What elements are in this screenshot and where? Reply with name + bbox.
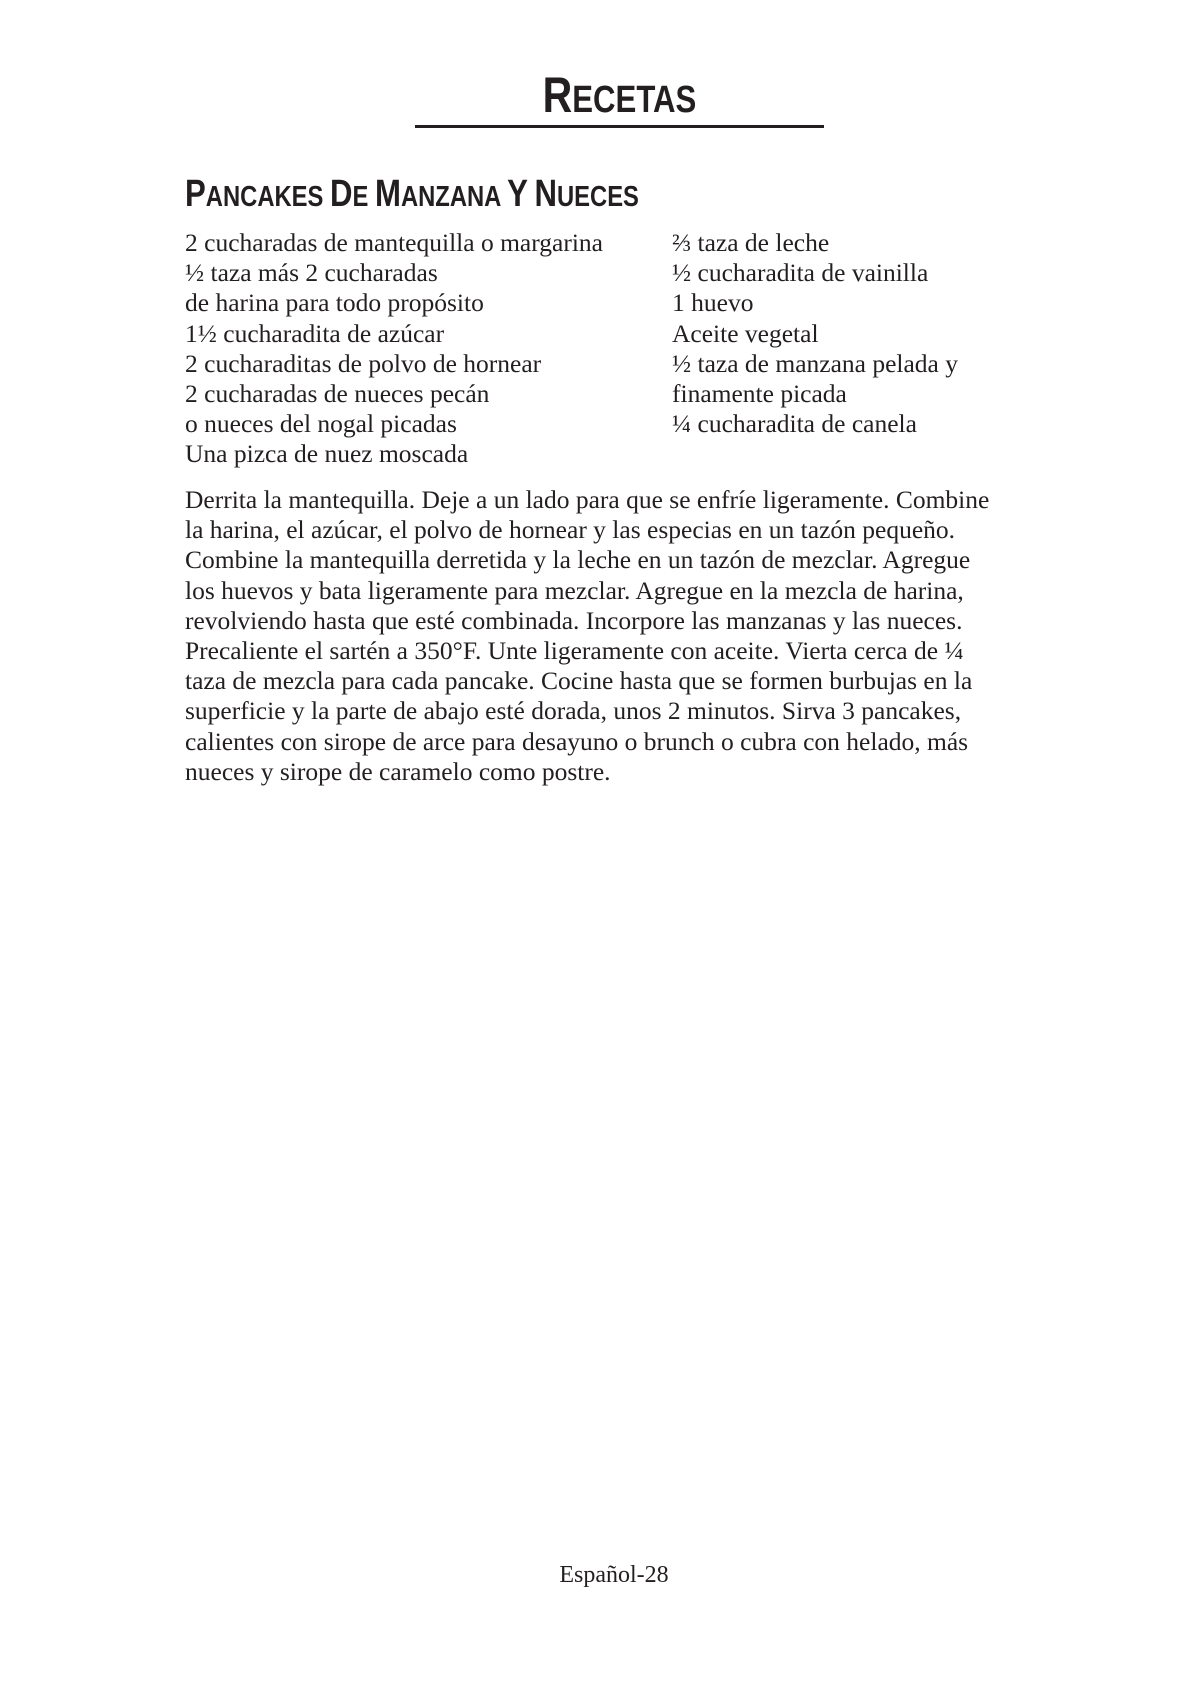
page-title-rest: ECETAS [572, 79, 697, 121]
recipe-title-initial: M [374, 173, 401, 215]
ingredients-right-column [672, 228, 958, 439]
ingredient-item: Aceite vegetal [672, 318, 819, 348]
instruction-line: taza de mezcla para cada pancake. Cocine hasta que se formen burbujas en la [185, 666, 973, 696]
recipe-title-rest: ANCAKES [205, 181, 330, 213]
ingredient-item: de harina para todo propósito [185, 288, 484, 318]
instruction-line: calientes con sirope de arce para desayuno o brunch o cubra con helado, más [185, 726, 969, 756]
ingredients-left-column [185, 228, 603, 470]
ingredient-item: 2 cucharadas de mantequilla o margarina [185, 228, 603, 257]
instruction-line: los huevos y bata ligeramente para mezclar. Agregue en la mezcla de harina, [185, 575, 964, 605]
instruction-line: nueces y sirope de caramelo como postre. [185, 756, 611, 786]
instruction-line: superficie y la parte de abajo esté dorada, unos 2 minutos. Sirva 3 pancakes, [185, 696, 962, 726]
page-title-container [415, 66, 824, 129]
ingredient-item: finamente picada [672, 379, 847, 409]
ingredient-item: 1 huevo [672, 288, 754, 318]
ingredient-item: ½ taza de manzana pelada y [672, 348, 959, 378]
recipe-title-initial: P [185, 173, 206, 215]
page-title [452, 66, 787, 129]
instruction-line: Derrita la mantequilla. Deje a un lado para que se enfríe ligeramente. Combine [185, 485, 990, 514]
recipe-title-rest: ANZANA [400, 181, 508, 213]
recipe-title-rest: E [352, 181, 375, 213]
recipe-title-initial: Y [507, 173, 528, 215]
ingredient-item: ⅔ taza de leche [672, 228, 830, 257]
recipe-title-rest: UECES [556, 181, 639, 213]
ingredient-item: ½ cucharadita de vainilla [672, 258, 929, 288]
ingredient-item: Una pizca de nuez moscada [185, 439, 469, 469]
ingredient-item: 2 cucharadas de nueces pecán [185, 379, 490, 409]
page-title-initial: R [542, 67, 573, 123]
instruction-line: revolviendo hasta que esté combinada. Incorpore las manzanas y las nueces. [185, 605, 963, 635]
recipe-title-initial: N [534, 173, 557, 215]
instruction-line: la harina, el azúcar, el polvo de hornear y las especias en un tazón pequeño. [185, 515, 956, 545]
title-underline [415, 125, 824, 128]
instruction-line: Combine la mantequilla derretida y la leche en un tazón de mezclar. Agregue [185, 545, 971, 575]
recipe-title [185, 172, 639, 219]
ingredient-item: ¼ cucharadita de canela [672, 409, 917, 439]
ingredient-item: 2 cucharaditas de polvo de hornear [185, 348, 542, 378]
ingredient-item: o nueces del nogal picadas [185, 409, 457, 439]
recipe-instructions [185, 485, 1055, 787]
instruction-line: Precaliente el sartén a 350°F. Unte ligeramente con aceite. Vierta cerca de ¼ [185, 636, 964, 666]
ingredient-item: ½ taza más 2 cucharadas [185, 258, 438, 288]
recipe-title-initial: D [329, 173, 353, 215]
page-number: Español-28 [559, 1562, 669, 1588]
ingredient-item: 1½ cucharadita de azúcar [185, 318, 445, 348]
